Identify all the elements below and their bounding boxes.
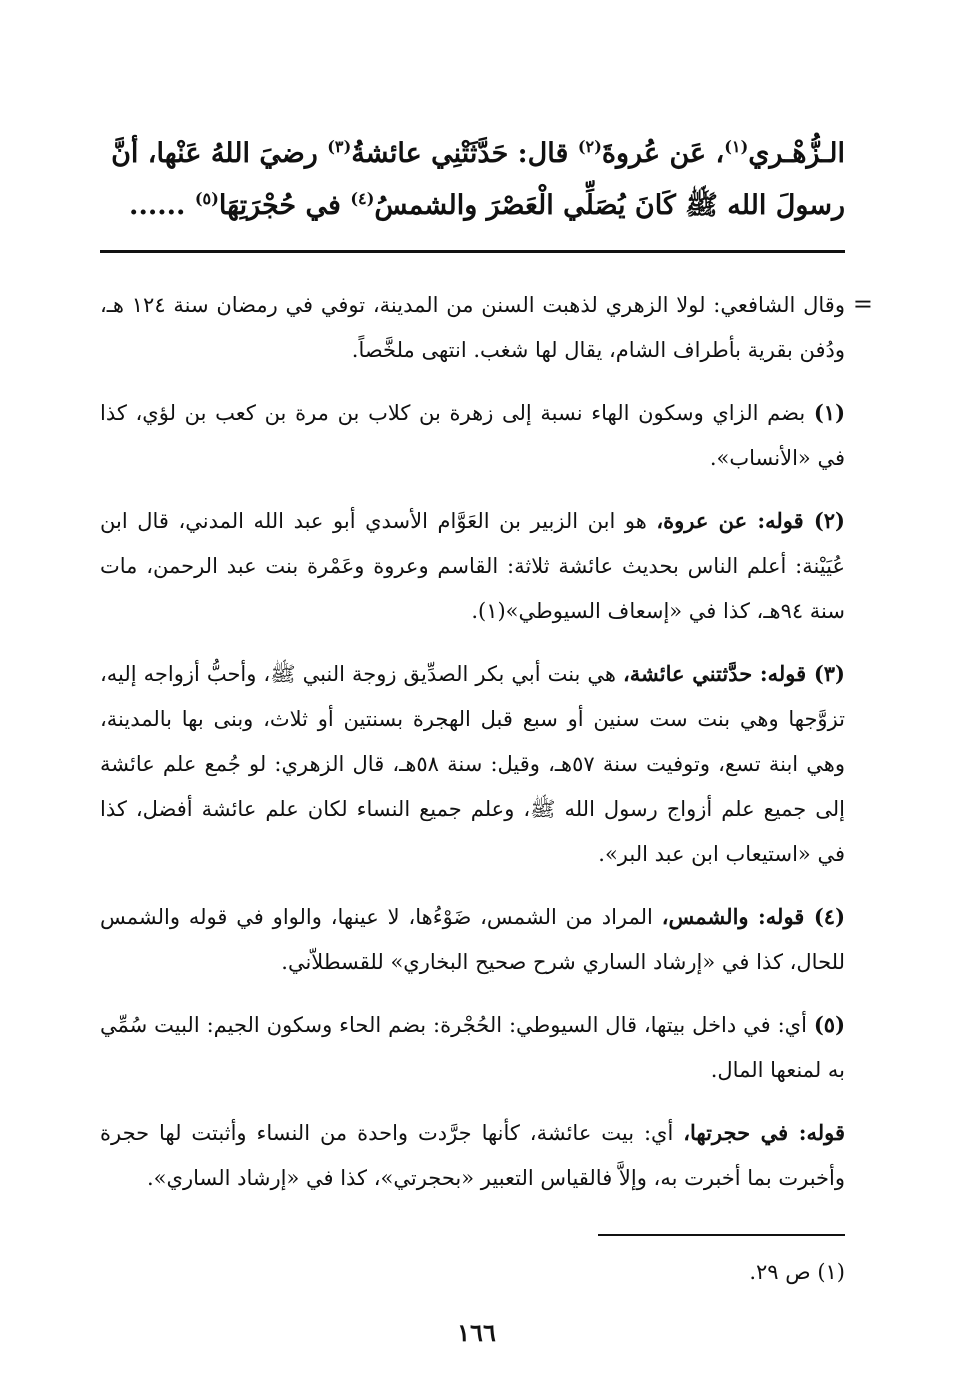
footnote-ref-5[interactable]: (٥): [194, 189, 219, 208]
page-number: ١٦٦: [457, 1318, 496, 1347]
main-divider: [100, 250, 845, 253]
hadith-segment: رسولَ الله ﷺ كَانَ يُصَلِّي الْعَصْرَ والشمسُ: [374, 190, 845, 221]
footnote-ref-2[interactable]: (٢): [577, 137, 602, 156]
note-body: هو ابن الزبير بن العَوَّام الأسدي أبو عبد الله المدني، قال ابن عُيَيْنة: أعلم الناس بحديث عائشة ثلاثة: القاسم وعروة وعَمْرة بنت عبد الرحمن، مات سنة ٩٤هـ، كذا في «إسعاف السيوطي»(١).: [100, 509, 845, 623]
note-paragraph: [100, 894, 845, 985]
hadith-segment: رضيَ اللهُ عَنْها، أنَّ: [111, 138, 328, 169]
hadith-segment: ......: [129, 190, 195, 221]
commentary-notes: [100, 282, 845, 1218]
note-heading: (١): [813, 400, 845, 425]
note-body: هي بنت أبي بكر الصدِّيق زوجة النبي ﷺ، وأحبُّ أزواجه إليه، تزوَّجها وهي بنت ست سنين أو سبع قبل الهجرة بسنتين أو ثلاث، وبنى بها بالمدينة، وهي ابنة تسع، وتوفيت سنة ٥٧هـ، وقيل: سنة ٥٨هـ، قال الزهري: لو جُمع علم عائشة إلى جميع علم أزواج رسول الله ﷺ، وعلم جميع النساء لكان علم عائشة أفضل، كذا في «استيعاب ابن عبد البر».: [100, 662, 845, 866]
continuation-mark: =: [852, 290, 873, 318]
hadith-line-1: [100, 128, 845, 180]
note-body: أي: في داخل بيتها، قال السيوطي: الحُجْرة: بضم الحاء وسكون الجيم: البيت سُمِّي به لمنعها المال.: [100, 1013, 845, 1082]
hadith-segment: في حُجْرَتِهَا: [218, 190, 351, 221]
note-body: وقال الشافعي: لولا الزهري لذهبت السنن من المدينة، توفي في رمضان سنة ١٢٤ هـ، ودُفن بقرية بأطراف الشام، يقال لها شغب. انتهى ملخَّصاً.: [100, 293, 845, 362]
note-heading: قوله: في حجرتها،: [683, 1120, 845, 1145]
note-heading: (٤) قوله: والشمس،: [661, 904, 845, 929]
note-paragraph: [100, 498, 845, 634]
note-paragraph: [100, 1110, 845, 1201]
page-footnote: (١) ص ٢٩.: [749, 1260, 845, 1284]
hadith-segment: الـزُّهْـري: [748, 138, 845, 169]
note-paragraph: [100, 651, 845, 877]
footnote-ref-1[interactable]: (١): [724, 137, 749, 156]
footnote-divider: [598, 1234, 845, 1236]
note-heading: (٢) قوله: عن عروة،: [656, 508, 845, 533]
hadith-text: [100, 128, 845, 232]
footnote-ref-3[interactable]: (٣): [327, 137, 352, 156]
note-heading: (٥): [813, 1012, 845, 1037]
note-paragraph: [100, 1002, 845, 1093]
footnote-ref-4[interactable]: (٤): [350, 189, 375, 208]
note-body: المراد من الشمس، ضَوْءُها، لا عينها، والواو في قوله والشمس للحال، كذا في «إرشاد الساري شرح صحيح البخاري» للقسطلاّني.: [100, 905, 845, 974]
note-paragraph: [100, 282, 845, 373]
note-body: بضم الزاي وسكون الهاء نسبة إلى زهرة بن كلاب بن مرة بن كعب بن لؤي، كذا في «الأنساب».: [100, 401, 845, 470]
note-body: أي: بيت عائشة، كأنها جرَّدت واحدة من النساء وأثبتت لها حجرة وأخبرت بما أخبرت به، وإلاَّ فالقياس التعبير «بحجرتي»، كذا في «إرشاد الساري».: [100, 1121, 845, 1190]
hadith-segment: ، عَن عُروةَ: [601, 138, 725, 169]
hadith-segment: قال: حَدَّثَتْنِي عائشةُ: [351, 138, 578, 169]
note-heading: (٣) قوله: حدَّثتني عائشة،: [623, 661, 845, 686]
note-paragraph: [100, 390, 845, 481]
hadith-line-2: [100, 180, 845, 232]
